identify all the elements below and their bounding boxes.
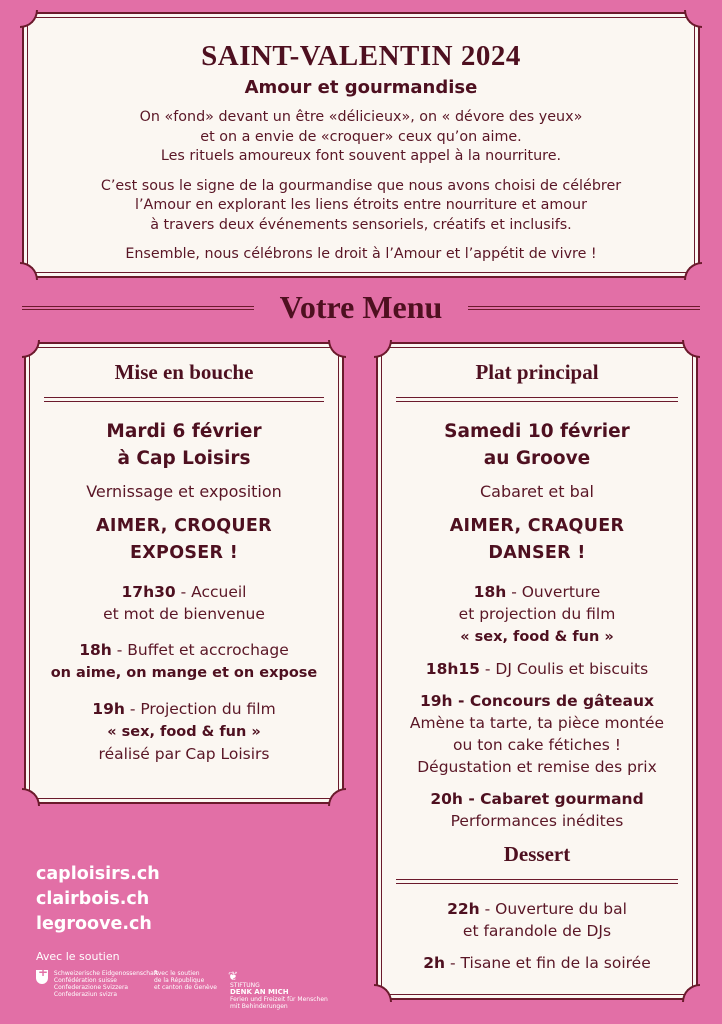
link-caploisirs[interactable]: caploisirs.ch <box>36 864 160 884</box>
event-type: Cabaret et bal <box>480 482 594 501</box>
schedule-time: 20h <box>430 790 463 808</box>
sponsor-logos <box>36 969 336 1010</box>
menu-title: Votre Menu <box>279 289 443 325</box>
menu-card-right <box>376 342 698 1000</box>
support-label: Avec le soutien <box>36 950 120 963</box>
intro-line: Les rituels amoureux font souvent appel à la nourriture. <box>160 148 562 164</box>
geneve-logo <box>154 970 217 991</box>
logo-text: mit Behinderungen <box>230 1003 288 1010</box>
divider <box>396 397 678 402</box>
link-clairbois[interactable]: clairbois.ch <box>36 889 150 909</box>
denk-an-mich-logo <box>228 970 336 1010</box>
logo-text: Avec le soutien <box>154 970 200 977</box>
schedule-item <box>26 581 342 625</box>
logo-text: DENK AN MICH <box>230 988 289 996</box>
corner-ornament <box>682 340 700 358</box>
date-line: Mardi 6 février <box>106 421 262 442</box>
schedule-item <box>378 952 696 974</box>
corner-ornament <box>374 984 392 1002</box>
schedule-item <box>378 658 696 680</box>
schedule-text: - Buffet et accrochage <box>111 641 289 659</box>
motto-line: DANSER ! <box>488 543 586 563</box>
schedule-detail: réalisé par Cap Loisirs <box>98 745 270 763</box>
corner-ornament <box>374 340 392 358</box>
corner-ornament <box>328 340 346 358</box>
intro-panel <box>22 12 700 278</box>
schedule-item <box>26 639 342 684</box>
corner-ornament <box>684 262 702 280</box>
schedule-text: - Ouverture <box>506 583 601 601</box>
schedule-text: - Ouverture du bal <box>479 900 627 918</box>
schedule-detail: Dégustation et remise des prix <box>417 758 657 776</box>
schedule-item <box>378 788 696 832</box>
course-title: Mise en bouche <box>114 360 254 384</box>
event-motto <box>26 513 342 567</box>
corner-ornament <box>22 788 40 806</box>
schedule-time: 17h30 <box>121 583 176 601</box>
schedule-text: - Cabaret gourmand <box>462 790 644 808</box>
corner-ornament <box>684 10 702 28</box>
schedule-item <box>378 690 696 778</box>
logo-text: STIFTUNG <box>230 982 260 989</box>
venue-line: à Cap Loisirs <box>117 448 251 469</box>
corner-ornament <box>20 10 38 28</box>
logo-text: Confédération suisse <box>53 977 117 984</box>
menu-card-left <box>24 342 344 804</box>
motto-line: AIMER, CRAQUER <box>449 516 625 536</box>
swiss-confederation-logo <box>36 970 158 998</box>
course-title: Dessert <box>503 842 571 866</box>
schedule-detail: Amène ta tarte, ta pièce montée <box>409 714 665 732</box>
film-title: « sex, food & fun » <box>107 724 261 740</box>
corner-ornament <box>682 984 700 1002</box>
event-date <box>378 418 696 472</box>
link-legroove[interactable]: legroove.ch <box>36 914 152 934</box>
course-title: Plat principal <box>475 360 599 384</box>
intro-line: à travers deux événements sensoriels, créatifs et inclusifs. <box>150 216 572 233</box>
logo-text: Schweizerische Eidgenossenschaft <box>53 970 159 977</box>
schedule-time: 19h <box>419 692 453 710</box>
intro-line: l’Amour en explorant les liens étroits entre nourriture et amour <box>135 197 587 213</box>
schedule-time: 18h <box>79 641 112 659</box>
intro-line: On «fond» devant un être «délicieux», on « dévore des yeux» <box>139 109 583 125</box>
swiss-cross-icon <box>36 970 48 984</box>
schedule-time: 19h <box>92 700 125 718</box>
website-links <box>36 862 160 937</box>
schedule-item <box>378 581 696 648</box>
divider <box>44 397 324 402</box>
intro-paragraph-2 <box>24 177 698 236</box>
page-title: SAINT-VALENTIN 2024 <box>201 40 521 72</box>
intro-line: C’est sous le signe de la gourmandise que nous avons choisi de célébrer <box>100 177 622 194</box>
divider <box>396 879 678 884</box>
corner-ornament <box>328 788 346 806</box>
corner-ornament <box>22 340 40 358</box>
butterfly-icon: ❦ <box>228 969 239 983</box>
menu-heading-band <box>22 289 700 325</box>
motto-line: EXPOSER ! <box>130 543 238 563</box>
page-subtitle: Amour et gourmandise <box>244 77 478 98</box>
venue-line: au Groove <box>483 448 591 469</box>
schedule-text: - Projection du film <box>124 700 276 718</box>
event-date <box>26 418 342 472</box>
intro-paragraph-3: Ensemble, nous célébrons le droit à l’Amour et l’appétit de vivre ! <box>125 246 597 262</box>
schedule-text: - DJ Coulis et biscuits <box>479 660 649 678</box>
schedule-item <box>378 898 696 942</box>
schedule-text: - Tisane et fin de la soirée <box>445 954 651 972</box>
event-type: Vernissage et exposition <box>86 482 282 501</box>
date-line: Samedi 10 février <box>444 421 630 442</box>
schedule-time: 22h <box>447 900 480 918</box>
schedule-text: - Concours de gâteaux <box>452 692 654 710</box>
event-motto <box>378 513 696 567</box>
logo-text: de la République <box>154 977 205 984</box>
motto-line: AIMER, CROQUER <box>96 516 272 536</box>
schedule-detail: et projection du film <box>458 605 616 623</box>
schedule-time: 2h <box>423 954 446 972</box>
divider <box>468 306 700 310</box>
schedule-time: 18h <box>473 583 507 601</box>
schedule-detail: Performances inédites <box>450 812 624 830</box>
logo-text: Confederaziun svizra <box>53 991 117 998</box>
corner-ornament <box>20 262 38 280</box>
schedule-detail: on aime, on mange et on expose <box>50 665 318 681</box>
logo-text: Confederazione Svizzera <box>53 984 129 991</box>
schedule-detail: et mot de bienvenue <box>103 605 265 623</box>
schedule-text: - Accueil <box>175 583 247 601</box>
logo-text: et canton de Genève <box>154 984 217 991</box>
logo-text: Ferien und Freizeit für Menschen <box>230 996 328 1003</box>
film-title: « sex, food & fun » <box>460 629 614 645</box>
intro-line: et on a envie de «croquer» ceux qu’on aime. <box>200 128 522 145</box>
schedule-detail: et farandole de DJs <box>462 922 612 940</box>
schedule-item <box>26 698 342 765</box>
intro-paragraph-1 <box>24 108 698 167</box>
schedule-detail: ou ton cake fétiches ! <box>453 736 621 754</box>
schedule-time: 18h15 <box>425 660 480 678</box>
